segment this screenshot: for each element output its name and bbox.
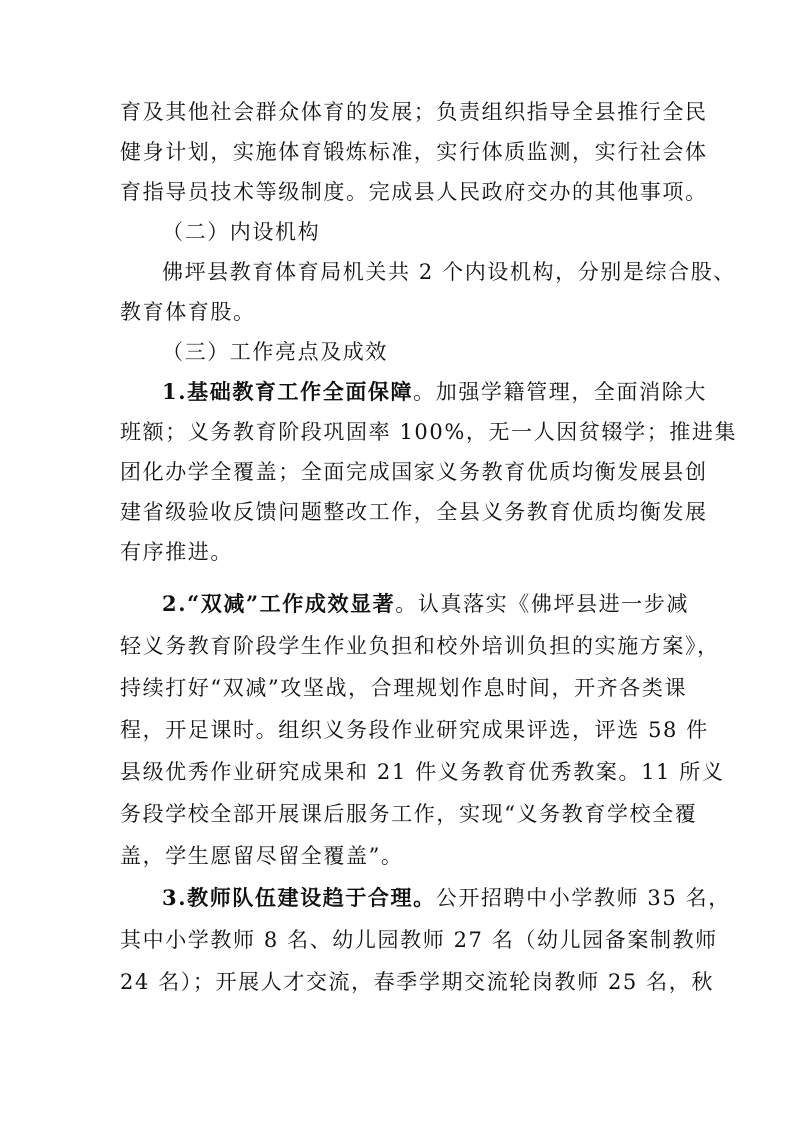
text-run: 。认真落实《佛坪县进一步减 [395, 592, 690, 616]
paragraph-heading-line [162, 884, 731, 912]
text-line: 健身计划，实施体育锻炼标准，实行体质监测，实行社会体 [120, 140, 708, 164]
text-line: 其中小学教师 8 名、幼儿园教师 27 名（幼儿园备案制教师 [120, 928, 718, 952]
paragraph-heading: 1.基础教育工作全面保障 [162, 379, 414, 404]
text-line: 育指导员技术等级制度。完成县人民政府交办的其他事项。 [120, 180, 708, 204]
text-line: 持续打好“双减”攻坚战，合理规划作息时间，开齐各类课 [120, 676, 688, 700]
section-heading: （二）内设机构 [162, 220, 321, 244]
text-line: 务段学校全部开展课后服务工作，实现“义务教育学校全覆 [120, 802, 698, 826]
paragraph-heading-line [162, 378, 707, 406]
paragraph-heading: 2.“双减”工作成效显著 [162, 591, 396, 616]
text-line: 班额；义务教育阶段巩固率 100%，无一人因贫辍学；推进集 [120, 420, 738, 444]
paragraph-heading-line [162, 590, 689, 618]
text-line: 团化办学全覆盖；全面完成国家义务教育优质均衡发展县创 [120, 460, 708, 484]
text-line: 佛坪县教育体育局机关共 2 个内设机构，分别是综合股、 [162, 260, 736, 284]
text-line: 县级优秀作业研究成果和 21 件义务教育优秀教案。11 所义 [120, 760, 725, 784]
text-line: 24 名）；开展人才交流，春季学期交流轮岗教师 25 名，秋 [120, 970, 714, 994]
text-line: 教育体育股。 [120, 300, 256, 324]
text-run: 公开招聘中小学教师 35 名， [435, 886, 731, 910]
text-line: 有序推进。 [120, 540, 233, 564]
text-line: 轻义务教育阶段学生作业负担和校外培训负担的实施方案》， [120, 634, 720, 658]
text-run: 。加强学籍管理，全面消除大 [413, 380, 707, 404]
text-line: 程，开足课时。组织义务段作业研究成果评选，评选 58 件 [120, 718, 709, 742]
section-heading: （三）工作亮点及成效 [162, 340, 388, 364]
text-line: 盖，学生愿留尽留全覆盖”。 [120, 844, 404, 868]
text-line: 建省级验收反馈问题整改工作，全县义务教育优质均衡发展 [120, 500, 708, 524]
text-line: 育及其他社会群众体育的发展；负责组织指导全县推行全民 [120, 100, 708, 124]
paragraph-heading: 3.教师队伍建设趋于合理。 [162, 885, 436, 910]
